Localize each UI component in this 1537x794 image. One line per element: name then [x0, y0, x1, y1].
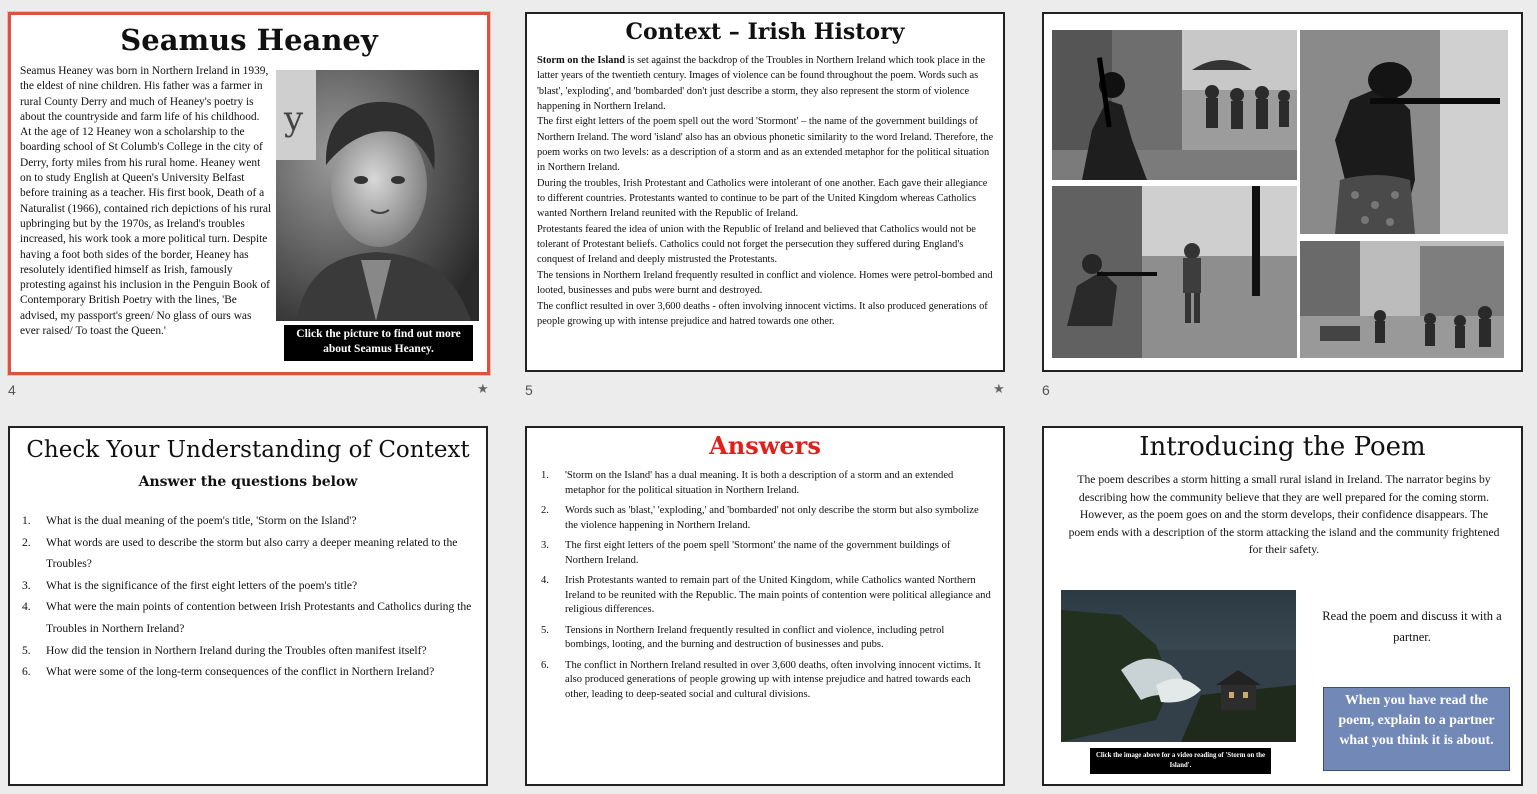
storm-island-video-thumbnail[interactable] — [1061, 590, 1296, 742]
poem-introduction: The poem describes a storm hitting a small rural island in Ireland. The narrator begins by describing how the community believe that they are well prepared for the coming storm. However, as the poem goes on and the storm develops, their confidence disappears. The poem ends with a description of the storm attacking the island and the community frightened for their safety. — [1068, 473, 1500, 557]
gunman-street-photo — [1052, 30, 1297, 180]
question-item: 3. What is the significance of the first eight letters of the poem's title? — [22, 578, 358, 592]
answers-list — [541, 469, 991, 702]
slide-number-6: 6 — [1042, 382, 1050, 398]
answer-item: 6. The conflict in Northern Ireland resulted in over 3,600 deaths, often involving innocent victims. It also produced generations of people growing up with intense prejudice and hatred towards each other, leading to deep-seated social and cultural divisions. — [541, 659, 981, 700]
slide-8-thumbnail[interactable] — [525, 426, 1005, 786]
context-paragraph-6: The conflict resulted in over 3,600 deaths - often involving innocent victims. It also produced generations of people growing up with intense prejudice and hatred towards one other. — [537, 300, 988, 327]
answer-item: 3. The first eight letters of the poem spell 'Stormont' the name of the government buildings of Northern Ireland. — [541, 540, 951, 566]
answer-item: 5. Tensions in Northern Ireland frequently resulted in conflict and violence, including petrol bombings, looting, and the burning and destruction of businesses and pubs. — [541, 624, 945, 650]
gunman-wall-photo — [1300, 30, 1508, 234]
context-text — [537, 53, 997, 329]
poem-title-bold: Storm on the Island — [537, 55, 626, 66]
slide-9-title: Introducing the Poem — [1139, 432, 1426, 462]
slide-9-thumbnail[interactable] — [1042, 426, 1523, 786]
slide-7-thumbnail[interactable] — [8, 426, 488, 786]
find-out-more-button[interactable]: Click the picture to find out more about Seamus Heaney. — [284, 325, 473, 361]
context-paragraph-3: During the troubles, Irish Protestant and Catholics were intolerant of one another. Each gave their allegiance to different countries. Protestants wanted to continue to be part of the United Kingdom whereas Catholics wanted Northern Ireland reunited with the Republic of Ireland. — [537, 177, 988, 220]
video-reading-caption[interactable]: Click the image above for a video reading of 'Storm on the Island'. — [1090, 748, 1271, 774]
task-box: When you have read the poem, explain to a partner what you think it is about. — [1323, 687, 1510, 771]
slide-7-subtitle: Answer the questions below — [138, 474, 358, 490]
answer-item: 4. Irish Protestants wanted to remain part of the United Kingdom, while Catholics wanted Northern Ireland to be reunited with the Republic. The main points of contention were political allegiance and religious differences. — [541, 575, 991, 615]
slide-7-title: Check Your Understanding of Context — [26, 437, 470, 463]
animation-star-icon: ★ — [993, 382, 1005, 397]
context-paragraph-5: The tensions in Northern Ireland frequently resulted in conflict and violence. Homes were petrol-bombed and looted, businesses and pubs were burnt and destroyed. — [537, 269, 993, 297]
slide-number-5: 5 — [525, 382, 533, 398]
heaney-biography: Seamus Heaney was born in Northern Ireland in 1939, the eldest of nine children. His father was a farmer in rural County Derry and much of Heaney's poetry is about the countryside and farm life of his childhood. At the age of 12 Heaney won a scholarship to the boarding school of St Columb's College in the city of Derry, forty miles from his rural home. Heaney went on to study English at Queen's University Belfast before training as a teacher. His first book, Death of a Naturalist (1966), contained rich depictions of his rural upbringing but by the 1970s, as Ireland's troubles increased, his work took a more political turn. Despite having a foot both sides of the border, Heaney has resolutely identified himself as Irish, famously protesting against his inclusion in the Penguin Book of Contemporary British Poetry with the lines, 'Be advised, my passport's green/ No glass of ours was ever raised/ To toast the Queen.' — [20, 65, 272, 338]
question-item: 5. How did the tension in Northern Ireland during the Troubles often manifest itself? — [22, 643, 427, 657]
answer-item: 2. Words such as 'blast,' 'exploding,' and 'bombarded' not only describe the storm but also symbolize the violence happening in Northern Ireland. — [541, 505, 979, 531]
slide-4-title: Seamus Heaney — [120, 23, 378, 57]
slide-6-thumbnail[interactable] — [1042, 12, 1523, 372]
question-item: 4. What were the main points of contention between Irish Protestants and Catholics during the Troubles in Northern Ireland? — [22, 600, 472, 635]
questions-list — [22, 510, 477, 683]
animation-star-icon: ★ — [477, 382, 489, 397]
heaney-portrait-photo[interactable] — [276, 70, 479, 321]
svg-text:y: y — [284, 99, 304, 139]
slide-4-thumbnail[interactable] — [8, 12, 490, 375]
slide-5-thumbnail[interactable] — [525, 12, 1005, 372]
context-paragraph-1: Storm on the Island is set against the backdrop of the Troubles in Northern Ireland which took place in the latter years of the twentieth century. Images of violence can be found throughout the poem. Words such as 'blast', 'exploding', and 'bombarded' don't just describe a storm, they also represent the storm of violence happening in Northern Ireland. — [537, 55, 986, 113]
slide-8-title: Answers — [709, 431, 821, 460]
soldier-and-child-photo — [1052, 186, 1297, 358]
slide-number-4: 4 — [8, 382, 16, 398]
context-paragraph-4: Protestants feared the idea of union with the Republic of Ireland and believed that Catholics would not be tolerant of Protestant beliefs. Catholics could not forget the persecution they suffered during England's conquest of Ireland and deeply mistrusted the Protestants. — [537, 223, 976, 266]
question-item: 6. What were some of the long-term consequences of the conflict in Northern Ireland? — [22, 665, 435, 679]
answer-item: 1. 'Storm on the Island' has a dual meaning. It is both a description of a storm and an extended metaphor for the political situation in Northern Ireland. — [541, 470, 954, 496]
question-item: 1. What is the dual meaning of the poem's title, 'Storm on the Island'? — [22, 514, 357, 527]
read-and-discuss-instruction: Read the poem and discuss it with a partner. — [1322, 609, 1502, 644]
question-item: 2. What words are used to describe the storm but also carry a deeper meaning related to the Troubles? — [22, 535, 458, 571]
riot-street-photo — [1300, 241, 1504, 358]
slide-5-title: Context – Irish History — [625, 19, 905, 45]
context-paragraph-2: The first eight letters of the poem spell out the word 'Stormont' – the name of the government buildings of Northern Ireland. The word 'island' also has an obvious phonetic similarity to the word Ireland. Therefore, the poem works on two levels: as a description of a storm and as an extended metaphor for the political situation in Northern Ireland. — [537, 116, 994, 174]
